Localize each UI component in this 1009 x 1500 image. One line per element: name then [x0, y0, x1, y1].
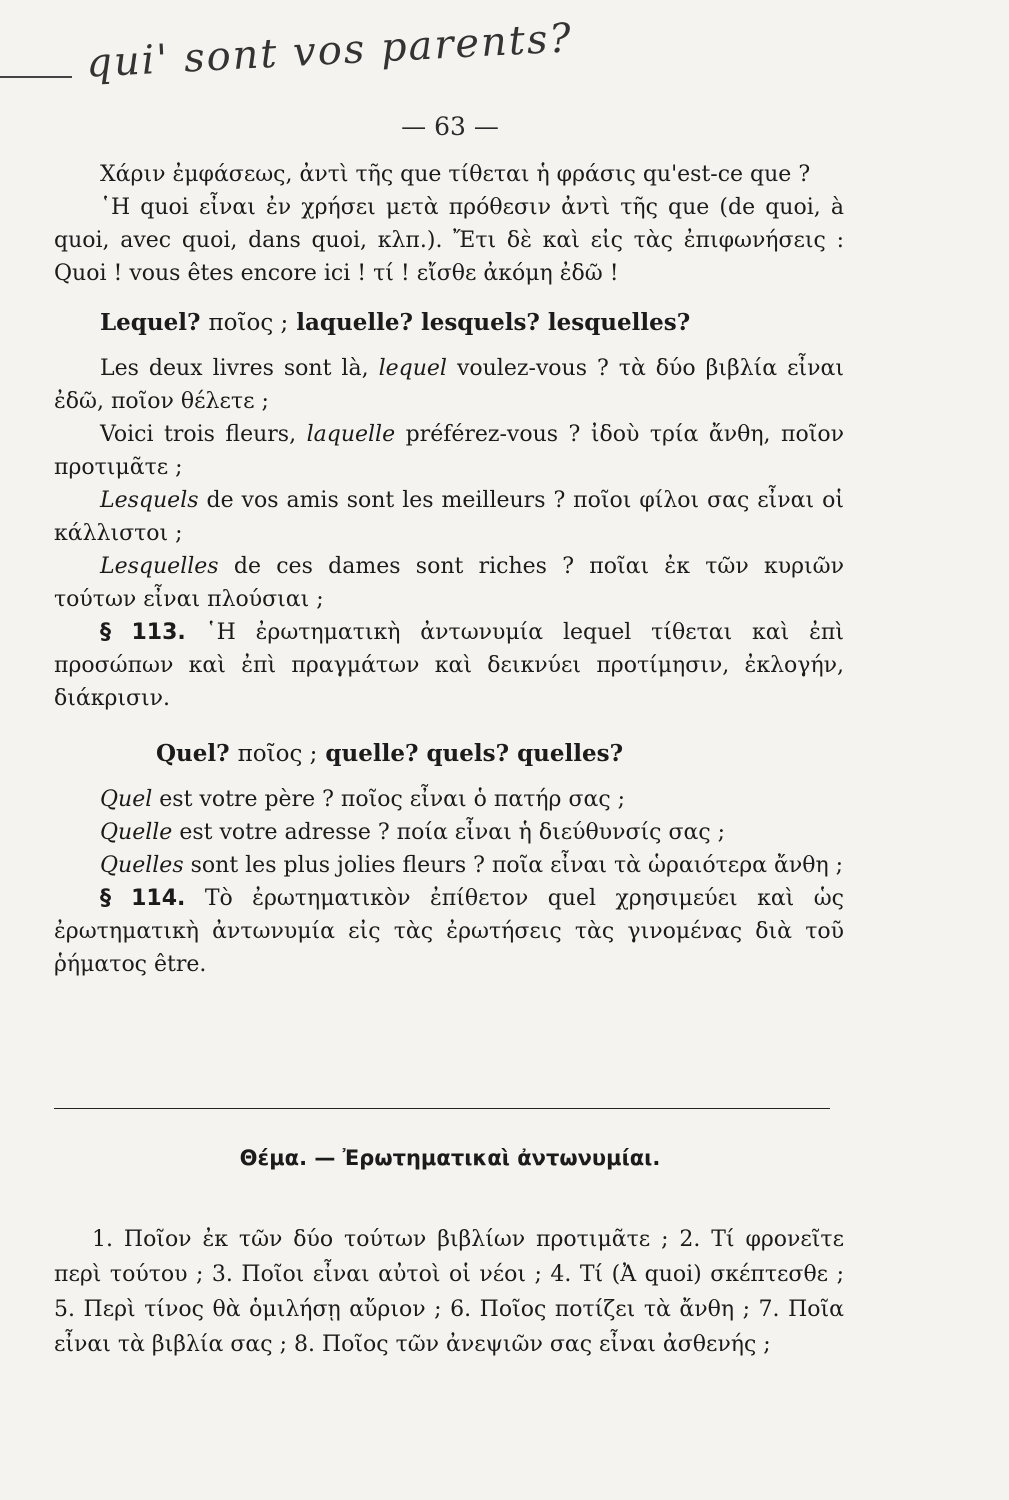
example-lesquels: [54, 484, 844, 550]
example-keyword: Quelle: [100, 820, 173, 845]
example-quel: [54, 783, 844, 816]
heading-lequel: [54, 306, 844, 340]
example-laquelle: [54, 418, 844, 484]
example-keyword: laquelle: [306, 422, 396, 447]
handwritten-annotation: [0, 14, 620, 87]
section-number: § 113.: [100, 620, 186, 645]
heading-word: quelle?: [325, 740, 419, 767]
example-keyword: Lesquels: [100, 488, 199, 513]
heading-word: laquelle?: [296, 309, 413, 336]
section-number: § 114.: [100, 886, 186, 911]
handwritten-dash: [0, 76, 72, 78]
example-keyword: Quelles: [100, 853, 184, 878]
paragraph-quest-ce-que: Χάριν ἐμφάσεως, ἀντὶ τῆς que τίθεται ἡ φράσις qu'est-ce que ?: [100, 162, 811, 187]
example-text: préférez-vous ? ἰδοὺ τρία ἄνθη, ποῖον προτιμᾶτε ;: [54, 422, 844, 480]
main-text: [54, 158, 844, 981]
section-text: Τὸ ἐρωτηματικὸν ἐπίθετον quel χρησιμεύει καὶ ὡς ἐρωτηματικὴ ἀντωνυμία εἰς τὰς ἐρωτήσεις τὰς γινομένας διὰ τοῦ ῥήματος être.: [54, 886, 844, 977]
example-text: est votre père ? ποῖος εἶναι ὁ πατήρ σας ;: [159, 787, 626, 812]
heading-word: lesquels?: [420, 309, 540, 336]
section-114: [54, 882, 844, 981]
theme-exercise: 1. Ποῖον ἐκ τῶν δύο τούτων βιβλίων προτιμᾶτε ; 2. Τί φρονεῖτε περὶ τούτου ; 3. Ποῖοι εἶναι αὐτοὶ οἱ νέοι ; 4. Τί (Ἀ quoi) σκέπτεσθε ; 5. Περὶ τίνος θὰ ὁμιλήσῃ αὔριον ; 6. Ποῖος ποτίζει τὰ ἄνθη ; 7. Ποῖα εἶναι τὰ βιβλία σας ; 8. Ποῖος τῶν ἀνεψιῶν σας εἶναι ἀσθενής ;: [54, 1227, 844, 1357]
example-text: de ces dames sont riches ? ποῖαι ἐκ τῶν κυριῶν τούτων εἶναι πλούσιαι ;: [54, 554, 844, 612]
example-text: Voici trois fleurs,: [100, 422, 297, 447]
example-keyword: lequel: [378, 356, 447, 381]
heading-greek: ποῖος ;: [208, 310, 289, 336]
theme-title: Θέμα. — Ἐρωτηματικαὶ ἀντωνυμίαι.: [239, 1146, 661, 1170]
example-keyword: Lesquelles: [100, 554, 219, 579]
section-text: ῾Η ἐρωτηματικὴ ἀντωνυμία lequel τίθεται καὶ ἐπὶ προσώπων καὶ ἐπὶ πραγμάτων καὶ δεικνύει προτίμησιν, ἐκλογήν, διάκρισιν.: [54, 620, 844, 711]
example-text: Les deux livres sont là,: [100, 356, 369, 381]
handwritten-note: qui' sont vos parents?: [85, 15, 574, 87]
example-keyword: Quel: [100, 787, 153, 812]
heading-word: Quel?: [156, 740, 230, 767]
heading-quel: [54, 737, 844, 771]
paragraph-quoi: ῾Η quoi εἶναι ἐν χρήσει μετὰ πρόθεσιν ἀντὶ τῆς que (de quoi, à quoi, avec quoi, dans quoi, κλπ.). Ἔτι δὲ καὶ εἰς τὰς ἐπιφωνήσεις : Quoi ! vous êtes encore ici ! τί ! εἴσθε ἀκόμη ἐδῶ !: [54, 195, 844, 286]
example-text: est votre adresse ? ποία εἶναι ἡ διεύθυνσίς σας ;: [179, 820, 726, 845]
example-lesquelles: [54, 550, 844, 616]
example-quelle: [54, 816, 844, 849]
divider-rule: [54, 1108, 830, 1109]
example-quelles: [54, 849, 844, 882]
example-lequel: [54, 352, 844, 418]
heading-word: quels?: [426, 740, 510, 767]
page-number: — 63 —: [401, 112, 499, 141]
example-text: de vos amis sont les meilleurs ? ποῖοι φίλοι σας εἶναι οἱ κάλλιστοι ;: [54, 488, 844, 546]
example-text: sont les plus jolies fleurs ? ποῖα εἶναι τὰ ὡραιότερα ἄνθη ;: [190, 853, 844, 878]
section-113: [54, 616, 844, 715]
heading-greek: ποῖος ;: [237, 741, 318, 767]
example-text: voulez-vous ? τὰ δύο βιβλία εἶναι ἐδῶ, ποῖον θέλετε ;: [54, 356, 845, 414]
heading-word: lesquelles?: [547, 309, 691, 336]
heading-word: quelles?: [517, 740, 624, 767]
heading-word: Lequel?: [100, 309, 201, 336]
